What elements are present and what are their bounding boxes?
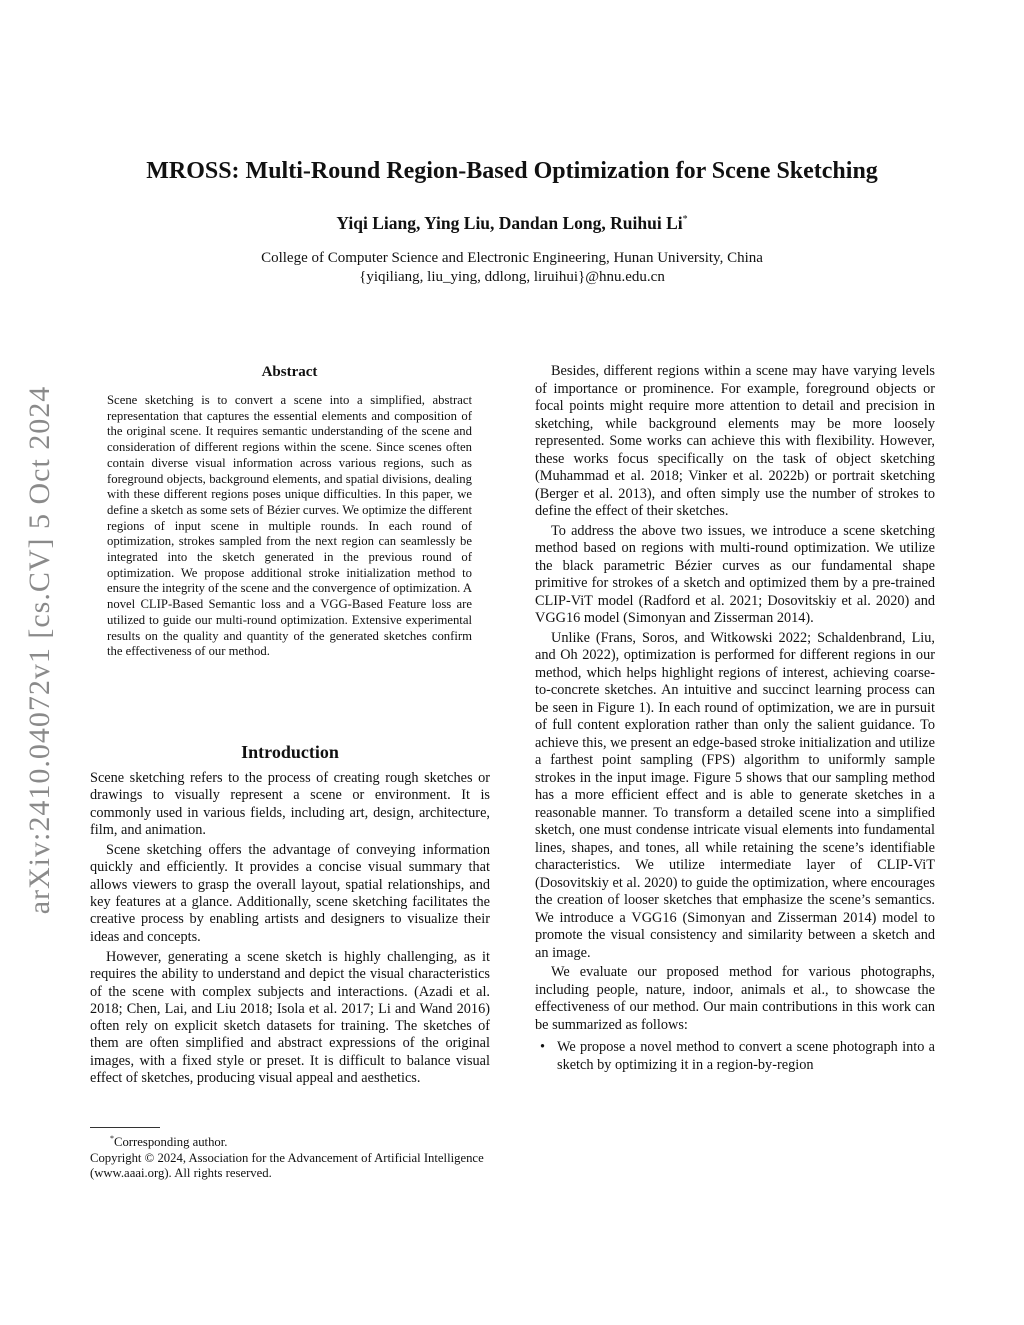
arxiv-identifier: arXiv:2410.04072v1 [cs.CV] 5 Oct 2024	[23, 385, 56, 915]
abstract-text: Scene sketching is to convert a scene into a simplified, abstract representation that captures the essential elements and composition of the original scene. It requires semantic understanding of the scene and consideration of different regions within the scene. Since scenes often contain diverse visual information across various regions, such as foreground objects, background elements, and spatial divisions, dealing with these different regions poses unique difficulties. In this paper, we define a sketch as some sets of Bézier curves. We optimize the different regions of input scene in multiple rounds. In each round of optimization, strokes sampled from the next region can seamlessly be integrated into the sketch generated in the previous round of optimization. We propose additional stroke initialization method to ensure the integrity of the scene and the convergence of optimization. A novel CLIP-Based Semantic loss and a VGG-Based Feature loss are utilized to guide our multi-round optimization. Extensive experimental results on the quality and quantity of the generated sketches confirm the effectiveness of our method.	[107, 393, 472, 659]
footnote-mark: *	[110, 1134, 114, 1143]
abstract-body	[107, 393, 472, 660]
body-paragraph: Unlike (Frans, Soros, and Witkowski 2022; Schaldenbrand, Liu, and Oh 2022), optimization is performed for different regions in our method, which helps highlight regions of interest, achieving coarse-to-concrete sketches. An intuitive and succinct learning process can be seen in Figure 1). In each round of optimization, we are in pursuit of full content exploration rather than only the salient guidance. To achieve this, we present an edge-based stroke initialization and utilize a farthest point sampling (FPS) algorithm to uniformly sample strokes in the input image. Figure 5 shows that our sampling method has a more efficient effect and is able to generate sketches in a reasonable manner. To transform a detailed scene into a simplified sketch, one must condense intricate visual elements into fundamental lines, shapes, and tones, all while retaining the scene’s identifiable characteristics. We utilize intermediate layer of CLIP-ViT (Dosovitskiy et al. 2020) to guide the optimization, where encourages the creation of looser sketches that emphasize the scene’s semantics. We introduce a VGG16 (Simonyan and Zisserman 2014) model to promote the visual consistency and similarity between a sketch and an image.	[535, 629, 935, 961]
body-paragraph: We evaluate our proposed method for various photographs, including people, nature, indoor, animals et al., to showcase the effectiveness of our method. Our main contributions in this work can be summarized as follows:	[535, 964, 935, 1033]
introduction-body	[90, 770, 490, 1087]
corresponding-footnote	[90, 1131, 490, 1151]
intro-paragraph: Scene sketching offers the advantage of conveying information quickly and efficiently. It provides a concise visual summary that allows viewers to grasp the overall layout, spatial relationships, and key features at a glance. Additionally, scene sketching facilitates the creative process by enabling artists and designers to visualize their ideas and concepts.	[90, 842, 490, 945]
corresponding-text: Corresponding author.	[114, 1135, 228, 1150]
abstract-heading: Abstract	[261, 364, 318, 380]
bullet-text: We propose a novel method to convert a scene photograph into a sketch by optimizing it in a region-by-region	[557, 1039, 935, 1073]
affiliation	[0, 249, 1024, 287]
body-paragraph: Besides, different regions within a scene may have varying levels of importance or prominence. For example, foreground objects or focal points might require more attention to detail and precision in sketching, while background elements may be more loosely represented. Some works can achieve this with flexibility. However, these works focus specifically on the task of object sketching (Muhammad et al. 2018; Vinker et al. 2022b) or portrait sketching (Berger et al. 2013), and often simply use the number of strokes to define the effect of their sketches.	[535, 363, 935, 519]
author-names: Yiqi Liang, Ying Liu, Dandan Long, Ruihui Li	[336, 213, 683, 233]
body-paragraph: To address the above two issues, we introduce a scene sketching method based on regions with multi-round optimization. We utilize the black parametric Bézier curves as our fundamental shape primitive for strokes of a sketch and optimized them by a pre-trained CLIP-ViT model (Radford et al. 2021; Dosovitskiy et al. 2020) and VGG16 model (Simonyan and Zisserman 2014).	[535, 522, 935, 626]
author-emails: {yiqiliang, liu_ying, ddlong, liruihui}@hnu.edu.cn	[359, 269, 665, 285]
copyright-notice: Copyright © 2024, Association for the Advancement of Artificial Intelligence (www.aaai.org). All rights reserved.	[90, 1150, 484, 1181]
introduction-heading: Introduction	[241, 742, 339, 762]
bullet-marker: •	[540, 1039, 546, 1055]
intro-paragraph: However, generating a scene sketch is highly challenging, as it requires the ability to understand and depict the visual characteristics of the scene with complex subjects and interactions. (Azadi et al. 2018; Chen, Lai, and Liu 2018; Isola et al. 2017; Li and Wand 2016) often rely on explicit sketch datasets for training. The sketches of them are often simplified and abstract expressions of the original images, with a fixed style or preset. It is difficult to balance visual effect of sketches, producing visual appeal and aesthetics.	[90, 948, 490, 1087]
corresponding-mark: *	[682, 214, 688, 226]
footnote-divider	[90, 1127, 160, 1128]
paper-title: MROSS: Multi-Round Region-Based Optimization for Scene Sketching	[146, 158, 878, 184]
institution: College of Computer Science and Electronic Engineering, Hunan University, China	[261, 250, 763, 266]
contribution-bullet	[535, 1039, 935, 1074]
right-column-body	[535, 363, 935, 1074]
author-list	[0, 213, 1024, 234]
footnotes	[90, 1131, 490, 1182]
intro-paragraph: Scene sketching refers to the process of creating rough sketches or drawings to visually represent a scene or environment. It is commonly used in various fields, including art, design, architecture, film, and animation.	[90, 770, 490, 838]
arxiv-sidebar	[20, 360, 60, 940]
